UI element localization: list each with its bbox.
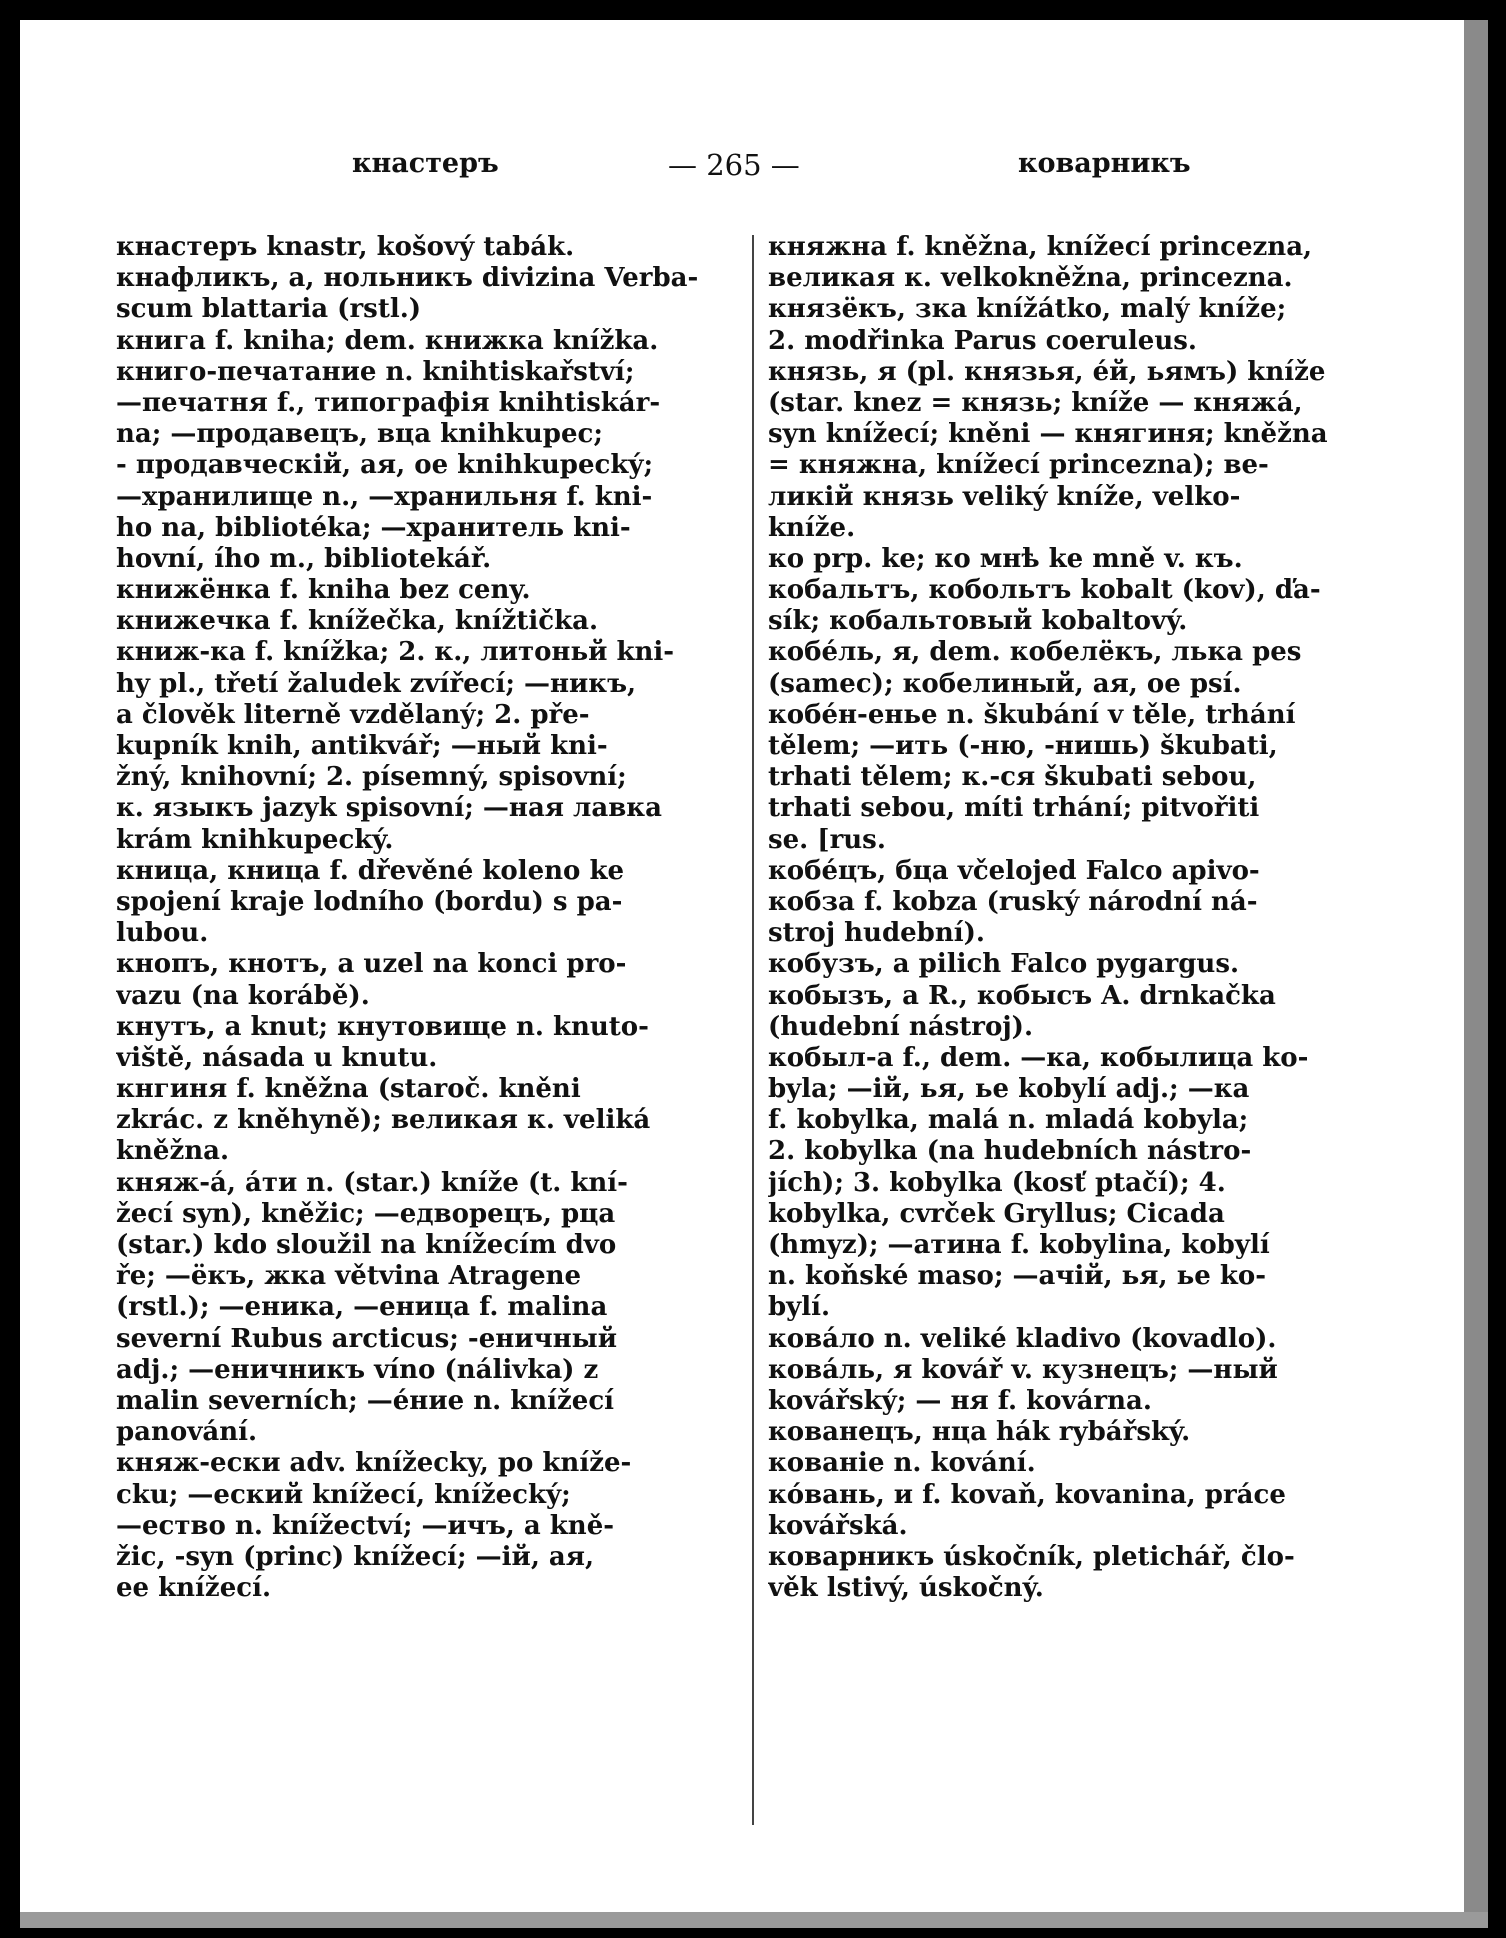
text-line: kupník knih, antikvář; —ный kni- [116, 731, 608, 761]
text-line: кнутъ, a knut; кнутовище n. knuto- [116, 1011, 649, 1042]
text-line: к. языкъ jazyk spisovní; —ная лавка [116, 793, 662, 824]
header-right-word: коварникъ [1018, 148, 1191, 179]
text-line: kovářský; — ня f. kovárna. [768, 1385, 1152, 1416]
text-line: книго-печатание n. knihtiskařství; [116, 356, 635, 387]
text-line: кнопъ, кнотъ, a uzel na konci pro- [116, 949, 627, 980]
header-left-word: кнастеръ [352, 148, 499, 179]
text-line: книж-ка f. knížka; 2. к., литоньй kni- [116, 637, 675, 668]
text-line: spojení kraje lodního (bordu) s pa- [116, 886, 623, 917]
text-line: кобузъ, a pilich Falco pygargus. [768, 949, 1240, 980]
text-line: lubou. [116, 918, 209, 949]
text-line: ho na, bibliotéka; —хранитель kni- [116, 512, 631, 543]
text-line: ře; —ёкъ, жка větvina Atragene [116, 1261, 582, 1292]
text-line: кнастеръ knastr, košový tabák. [116, 232, 575, 262]
text-line: великая к. velkokněžna, princezna. [768, 263, 1293, 294]
text-line: княж-ески adv. knížecky, po kníže- [116, 1448, 632, 1479]
text-line: (rstl.); —еника, —еница f. malina [116, 1292, 608, 1323]
text-line: tělem; —ить (-ню, -нишь) škubati, [768, 731, 1278, 761]
text-line: ликій князь veliký kníže, velko- [768, 481, 1241, 512]
text-line: ковáло n. veliké kladivo (kovadlo). [768, 1323, 1277, 1354]
text-line: věk lstivý, úskočný. [768, 1573, 1044, 1604]
text-line: кованіе n. kování. [768, 1448, 1036, 1479]
text-line: a člověk literně vzdělaný; 2. pře- [116, 699, 590, 730]
text-line: 2. kobylka (na hudebních nástro- [768, 1136, 1252, 1167]
text-line: jích); 3. kobylka (kosť ptačí); 4. [768, 1167, 1226, 1198]
text-line: кобза f. kobza (ruský národní ná- [768, 886, 1258, 917]
text-line: кобéн-енье n. škubání v těle, trhání [768, 699, 1296, 730]
text-line: (samec); кобелиный, ая, ое psí. [768, 668, 1242, 699]
text-line: кобызъ, a R., кобысъ A. drnkačka [768, 980, 1276, 1011]
text-line: = княжна, knížecí princezna); ве- [768, 450, 1269, 481]
text-line: книжёнка f. kniha bez ceny. [116, 575, 531, 606]
text-line: кница, кница f. dřevěné koleno ke [116, 855, 625, 886]
text-line: syn knížecí; kněni — княгиня; kněžna [768, 419, 1328, 450]
text-line: stroj hudební). [768, 918, 985, 949]
text-line: (hmyz); —атина f. kobylina, kobylí [768, 1230, 1270, 1260]
left-column [116, 232, 726, 1604]
text-line: коварникъ úskočník, pletichář, člo- [768, 1541, 1295, 1572]
text-line: —хранилище n., —хранильня f. kni- [116, 481, 653, 512]
text-line: n. koňské maso; —ачій, ья, ье ko- [768, 1261, 1266, 1292]
text-line: книга f. kniha; dem. книжка knížka. [116, 325, 659, 356]
text-line: - продавческій, ая, ое knihkupecký; [116, 450, 654, 481]
text-line: viště, násada u knutu. [116, 1042, 438, 1073]
text-line: f. kobylka, malá n. mladá kobyla; [768, 1105, 1249, 1136]
text-line: кованецъ, нца hák rybářský. [768, 1417, 1191, 1448]
text-line: кнгиня f. kněžna (staroč. kněni [116, 1074, 581, 1105]
text-line: ко prp. ke; ко мнѣ ke mně v. къ. [768, 543, 1243, 574]
text-line: trhati sebou, míti trhání; pitvořiti [768, 793, 1260, 824]
text-line: князь, я (pl. князья, éй, ьямъ) kníže [768, 356, 1326, 387]
text-line: (star.) kdo sloužil na knížecím dvo [116, 1230, 617, 1260]
text-line: zkrác. z kněhyně); великая к. veliká [116, 1105, 651, 1136]
text-line: (hudební nástroj). [768, 1011, 1034, 1042]
page-edge-shadow [1464, 20, 1488, 1912]
text-line: kněžna. [116, 1136, 230, 1167]
text-line: ee knížecí. [116, 1573, 271, 1604]
column-divider [752, 235, 754, 1825]
text-line: книжечка f. knížečka, knížtička. [116, 606, 599, 637]
text-line: —печатня f., типографія knihtiskár- [116, 387, 661, 418]
text-line: кобéль, я, dem. кобелёкъ, лька pes [768, 637, 1302, 668]
text-line: княж-á, áти n. (star.) kníže (t. kní- [116, 1167, 628, 1198]
text-line: bylí. [768, 1292, 831, 1323]
text-line: žecí syn), kněžic; —едворецъ, рца [116, 1198, 616, 1229]
text-line: se. [rus. [768, 824, 886, 855]
text-line: žný, knihovní; 2. písemný, spisovní; [116, 762, 627, 793]
text-line: кнафликъ, а, нольникъ divizina Verba- [116, 263, 699, 294]
text-line: hy pl., třetí žaludek zvířecí; —никъ, [116, 668, 637, 699]
page-header [20, 148, 1464, 188]
text-line: кóвань, и f. kovaň, kovanina, práce [768, 1479, 1286, 1510]
text-line: severní Rubus arcticus; -еничный [116, 1323, 617, 1354]
text-line: scum blattaria (rstl.) [116, 294, 422, 325]
text-line: kovářská. [768, 1510, 908, 1541]
page-number: — 265 — [668, 148, 800, 182]
text-line: kobylka, cvrček Gryllus; Cicada [768, 1198, 1225, 1229]
text-line: князёкъ, зка knížátko, malý kníže; [768, 294, 1287, 325]
text-line: ковáль, я kovář v. кузнецъ; —ный [768, 1354, 1278, 1385]
text-line: —ество n. knížectví; —ичъ, a kně- [116, 1510, 615, 1541]
text-line: kníže. [768, 512, 856, 543]
text-line: sík; кобальтовый kobaltový. [768, 606, 1188, 637]
dictionary-page [20, 20, 1464, 1912]
text-line: княжна f. kněžna, knížecí princezna, [768, 232, 1313, 262]
text-line: 2. modřinka Parus coeruleus. [768, 325, 1197, 356]
text-line: vazu (na korábě). [116, 980, 370, 1011]
text-line: malin severních; —éние n. knížecí [116, 1385, 615, 1416]
text-line: кобальтъ, кобольтъ kobalt (kov), ďa- [768, 575, 1321, 606]
text-line: byla; —ій, ья, ье kobylí adj.; —ка [768, 1074, 1250, 1105]
text-line: žic, -syn (princ) knížecí; —ій, ая, [116, 1541, 595, 1572]
text-line: (star. knez = князь; kníže — княжá, [768, 387, 1303, 418]
text-line: hovní, ího m., bibliotekář. [116, 543, 492, 574]
text-line: кобéцъ, бца včelojed Falco apivo- [768, 855, 1260, 886]
text-line: trhati tělem; к.-ся škubati sebou, [768, 762, 1257, 793]
text-line: adj.; —еничникъ víno (nálivka) z [116, 1354, 599, 1385]
text-line: кобыл-а f., dem. —ка, кобылица ko- [768, 1042, 1309, 1073]
right-column [768, 232, 1388, 1604]
text-line: panování. [116, 1417, 258, 1448]
text-line: cku; —еский knížecí, knížecký; [116, 1479, 571, 1510]
text-line: krám knihkupecký. [116, 824, 394, 855]
text-line: na; —продавецъ, вца knihkupec; [116, 419, 603, 450]
page-bottom-shadow [20, 1912, 1488, 1928]
